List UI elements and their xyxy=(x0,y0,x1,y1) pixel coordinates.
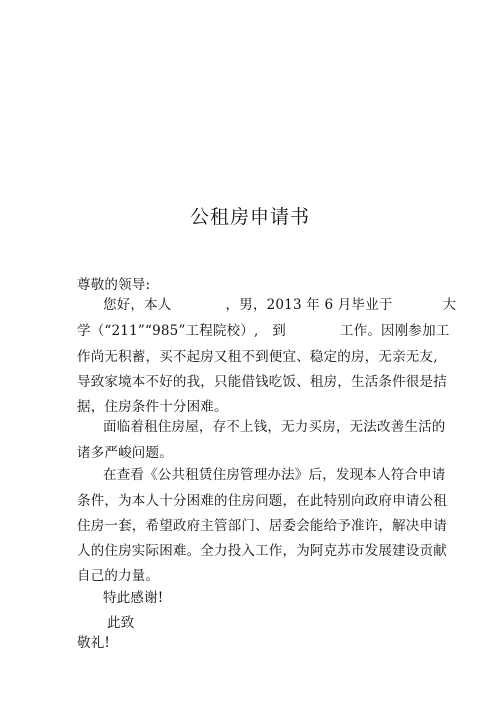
paragraph-3-line-3: 住房一套，希望政府主管部门、居委会能给予准许，解决申请 xyxy=(77,518,447,534)
paragraph-3-line-1: 在查看《公共租赁住房管理办法》后，发现本人符合申请 xyxy=(103,467,446,483)
gender-graduation-text: ，男，2013 年 6 月毕业于 xyxy=(225,297,393,313)
paragraph-1-line-3: 作尚无积蓄，买不起房又租不到便宜、稳定的房，无亲无友, xyxy=(77,349,438,365)
paragraph-2-line-1: 面临着租住房屋，存不上钱，无力买房，无法改善生活的 xyxy=(103,419,446,435)
greeting-text: 您好，本人 xyxy=(103,297,172,313)
thanks-line: 特此感谢! xyxy=(103,590,164,606)
paragraph-1-line-5: 据，住房条件十分困难。 xyxy=(77,399,228,415)
paragraph-1-line-1 xyxy=(103,296,457,314)
paragraph-3-line-5: 自己的力量。 xyxy=(77,568,160,584)
paragraph-2-line-2: 诸多严峻问题。 xyxy=(77,445,173,461)
paragraph-3-line-2: 条件，为本人十分困难的住房问题，在此特别向政府申请公租 xyxy=(77,493,447,509)
university-char: 大 xyxy=(442,297,457,313)
paragraph-3-line-4: 人的住房实际困难。全力投入工作，为阿克苏市发展建设贡献 xyxy=(77,543,447,559)
work-text: 工作。因刚参加工 xyxy=(339,323,450,339)
closing-cizhi: 此致 xyxy=(107,615,135,631)
paragraph-1-line-2 xyxy=(77,322,450,340)
closing-jingli: 敬礼! xyxy=(77,635,111,651)
paragraph-1-line-4: 导致家境本不好的我，只能借钱吃饭、租房，生活条件很是拮 xyxy=(77,374,447,390)
school-type-text: 学（“211”“985”工程院校）, 到 xyxy=(77,323,286,339)
document-title: 公租房申请书 xyxy=(189,206,310,228)
salutation: 尊敬的领导: xyxy=(77,277,151,293)
